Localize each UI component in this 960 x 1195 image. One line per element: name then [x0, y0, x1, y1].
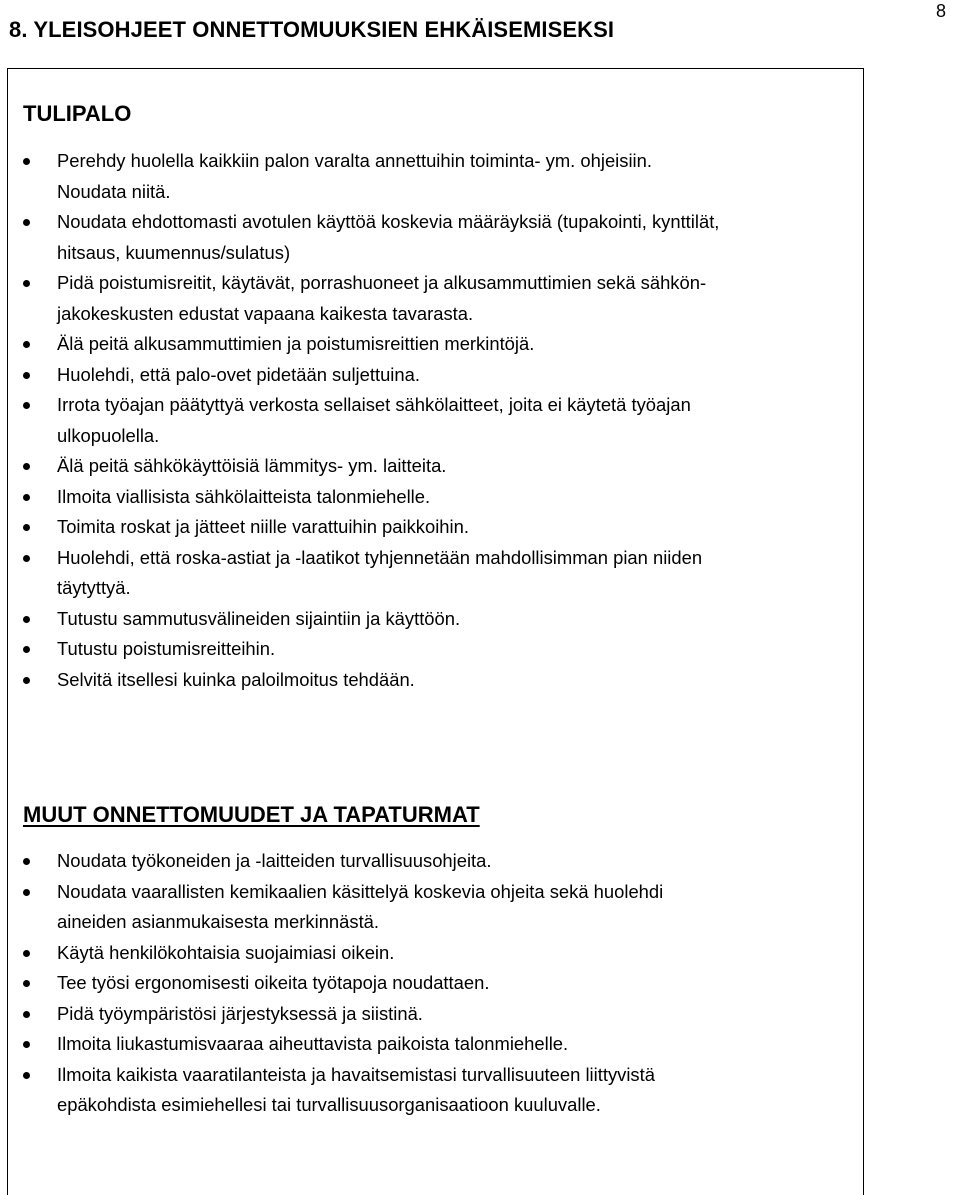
other-instructions-list — [8, 846, 858, 1121]
list-item-text: Pidä työympäristösi järjestyksessä ja siistinä. — [57, 1002, 423, 1024]
bullet-icon — [23, 1041, 30, 1048]
list-item — [8, 360, 858, 391]
bullet-icon — [23, 494, 30, 501]
bullet-icon — [23, 950, 30, 957]
list-item — [8, 512, 858, 543]
bullet-icon — [23, 1072, 30, 1079]
list-item — [8, 482, 858, 513]
list-item-text: Huolehdi, että palo-ovet pidetään suljettuina. — [57, 363, 420, 385]
page-title: 8. YLEISOHJEET ONNETTOMUUKSIEN EHKÄISEMISEKSI — [9, 17, 615, 42]
list-item — [8, 877, 858, 938]
list-item — [8, 268, 858, 329]
list-item-text: Noudata vaarallisten kemikaalien käsittelyä koskevia ohjeita sekä huolehdi aineiden asianmukaisesta merkinnästä. — [57, 880, 664, 932]
bullet-icon — [23, 980, 30, 987]
bullet-icon — [23, 463, 30, 470]
bullet-icon — [23, 219, 30, 226]
list-item — [8, 999, 858, 1030]
list-item-text: Tee työsi ergonomisesti oikeita työtapoja noudattaen. — [57, 972, 490, 993]
list-item-text: Irrota työajan päätyttyä verkosta sellaiset sähkölaitteet, joita ei käytetä työajan ulkopuolella. — [57, 394, 691, 446]
list-item-text: Tutustu sammutusvälineiden sijaintiin ja käyttöön. — [57, 607, 461, 629]
list-item — [8, 451, 858, 482]
content-frame — [7, 68, 864, 1195]
bullet-icon — [23, 402, 30, 409]
list-item — [8, 543, 858, 604]
bullet-icon — [23, 677, 30, 684]
list-item-text: Huolehdi, että roska-astiat ja -laatikot tyhjennetään mahdollisimman pian niiden täytyttyä. — [57, 546, 703, 598]
list-item-text: Toimita roskat ja jätteet niille varattuihin paikkoihin. — [57, 516, 469, 537]
list-item — [8, 846, 858, 877]
list-item-text: Käytä henkilökohtaisia suojaimiasi oikein. — [57, 941, 395, 963]
list-item — [8, 1060, 858, 1121]
list-item-text: Pidä poistumisreitit, käytävät, porrashuoneet ja alkusammuttimien sekä sähkön- jakokeskusten edustat vapaana kaikesta tavarasta. — [57, 272, 707, 324]
bullet-icon — [23, 1011, 30, 1018]
bullet-icon — [23, 280, 30, 287]
bullet-icon — [23, 524, 30, 531]
bullet-icon — [23, 158, 30, 165]
list-item-text: Perehdy huolella kaikkiin palon varalta annettuihin toiminta- ym. ohjeisiin. Noudata niitä. — [57, 150, 652, 202]
list-item-text: Tutustu poistumisreitteihin. — [57, 638, 276, 659]
list-item-text: Selvitä itsellesi kuinka paloilmoitus tehdään. — [57, 668, 415, 690]
fire-instructions-list — [8, 146, 858, 695]
list-item — [8, 207, 858, 268]
bullet-icon — [23, 889, 30, 896]
other-section-title: MUUT ONNETTOMUUDET JA TAPATURMAT — [23, 802, 480, 827]
list-item — [8, 665, 858, 696]
list-item — [8, 968, 858, 999]
page-number: 8 — [935, 1, 946, 21]
bullet-icon — [23, 555, 30, 562]
list-item-text: Noudata työkoneiden ja -laitteiden turvallisuusohjeita. — [57, 850, 492, 871]
list-item-text: Ilmoita liukastumisvaaraa aiheuttavista paikoista talonmiehelle. — [57, 1033, 569, 1054]
list-item-text: Älä peitä sähkökäyttöisiä lämmitys- ym. laitteita. — [57, 455, 447, 476]
list-item-text: Älä peitä alkusammuttimien ja poistumisreittien merkintöjä. — [57, 333, 535, 354]
list-item — [8, 634, 858, 665]
fire-section-title: TULIPALO — [23, 101, 132, 126]
list-item — [8, 146, 858, 207]
list-item-text: Noudata ehdottomasti avotulen käyttöä koskevia määräyksiä (tupakointi, kynttilät, hitsaus, kuumennus/sulatus) — [57, 211, 720, 263]
bullet-icon — [23, 858, 30, 865]
bullet-icon — [23, 341, 30, 348]
bullet-icon — [23, 372, 30, 379]
list-item — [8, 604, 858, 635]
list-item — [8, 938, 858, 969]
bullet-icon — [23, 616, 30, 623]
list-item — [8, 329, 858, 360]
list-item — [8, 390, 858, 451]
bullet-icon — [23, 646, 30, 653]
list-item-text: Ilmoita kaikista vaaratilanteista ja havaitsemistasi turvallisuuteen liittyvistä epäkohdista esimiehellesi tai turvallisuusorganisaatioon kuuluvalle. — [57, 1063, 655, 1115]
list-item — [8, 1029, 858, 1060]
list-item-text: Ilmoita viallisista sähkölaitteista talonmiehelle. — [57, 485, 431, 507]
